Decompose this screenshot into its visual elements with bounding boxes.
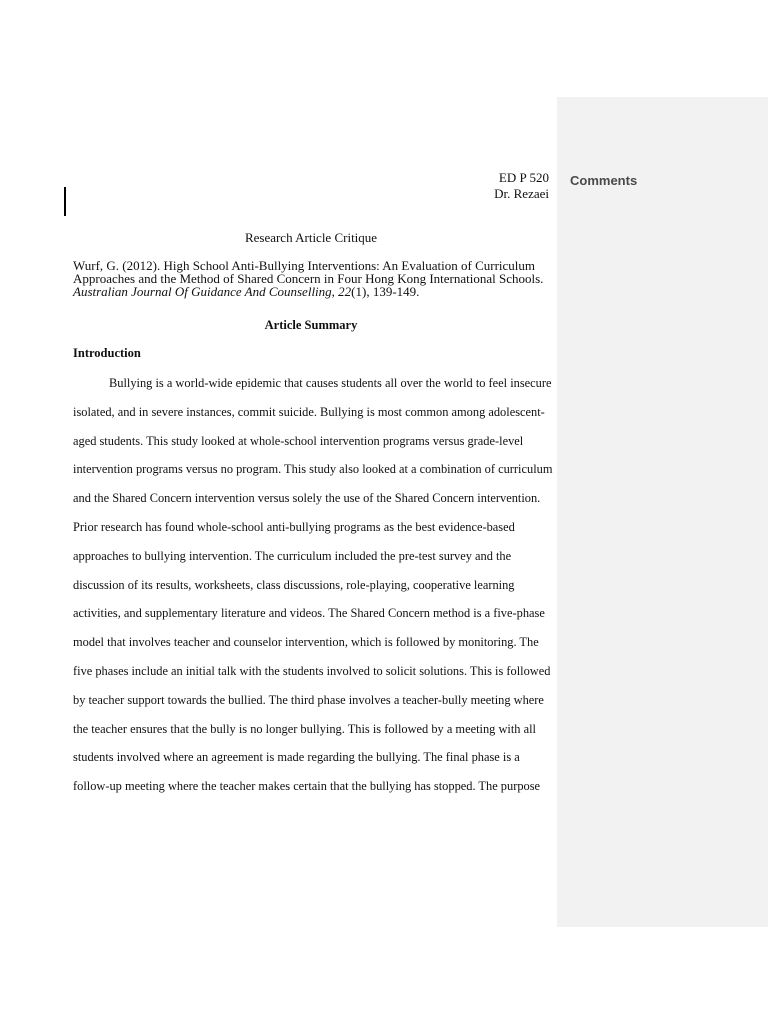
citation-line-1: Wurf, G. (2012). High School Anti-Bullying Interventions: An Evaluation of Curriculum	[73, 258, 536, 273]
citation-issue-pages: (1), 139-149.	[351, 284, 420, 299]
body-line: activities, and supplementary literature and videos. The Shared Concern method is a five-phase	[73, 606, 545, 621]
body-line: Bullying is a world-wide epidemic that causes students all over the world to feel insecure	[109, 376, 552, 390]
document-title: Research Article Critique	[244, 230, 378, 245]
body-line: aged students. This study looked at whole-school intervention programs versus grade-level	[73, 433, 524, 448]
citation-journal: Australian Journal Of Guidance And Counselling	[73, 284, 332, 299]
citation	[73, 259, 553, 298]
body-line: the teacher ensures that the bully is no longer bullying. This is followed by a meeting with all	[73, 721, 536, 736]
subsection-heading: Introduction	[73, 346, 141, 360]
comments-pane	[557, 97, 768, 927]
body-line: by teacher support towards the bullied. The third phase involves a teacher-bully meeting where	[73, 692, 544, 707]
citation-line-2: Approaches and the Method of Shared Concern in Four Hong Kong International Schools.	[73, 271, 544, 286]
body-line: approaches to bullying intervention. The curriculum included the pre-test survey and the	[73, 548, 512, 563]
instructor-name: Dr. Rezaei	[494, 186, 549, 201]
body-line: follow-up meeting where the teacher makes certain that the bullying has stopped. The purpose	[73, 779, 541, 794]
body-line: isolated, and in severe instances, commit suicide. Bullying is most common among adolescent-	[73, 404, 545, 419]
citation-volume: 22	[338, 284, 352, 299]
citation-journal-separator: ,	[331, 284, 339, 299]
document-header	[494, 170, 549, 202]
comments-pane-title: Comments	[570, 173, 638, 188]
body-line: intervention programs versus no program. This study also looked at a combination of curriculum	[73, 462, 553, 477]
body-line: model that involves teacher and counselor intervention, which is followed by monitoring. The	[73, 635, 539, 650]
body-line: and the Shared Concern intervention versus solely the use of the Shared Concern intervention.	[73, 491, 541, 506]
section-heading: Article Summary	[264, 318, 358, 332]
body-text	[73, 376, 553, 808]
body-line: Prior research has found whole-school anti-bullying programs as the best evidence-based	[73, 519, 515, 534]
text-cursor	[64, 187, 66, 216]
course-code: ED P 520	[498, 170, 549, 185]
body-line: students involved where an agreement is made regarding the bullying. The final phase is a	[73, 750, 520, 765]
citation-line-3	[73, 285, 553, 298]
body-line: five phases include an initial talk with the students involved to solicit solutions. This is followed	[73, 663, 551, 678]
body-line: discussion of its results, worksheets, class discussions, role-playing, cooperative learning	[73, 577, 515, 592]
